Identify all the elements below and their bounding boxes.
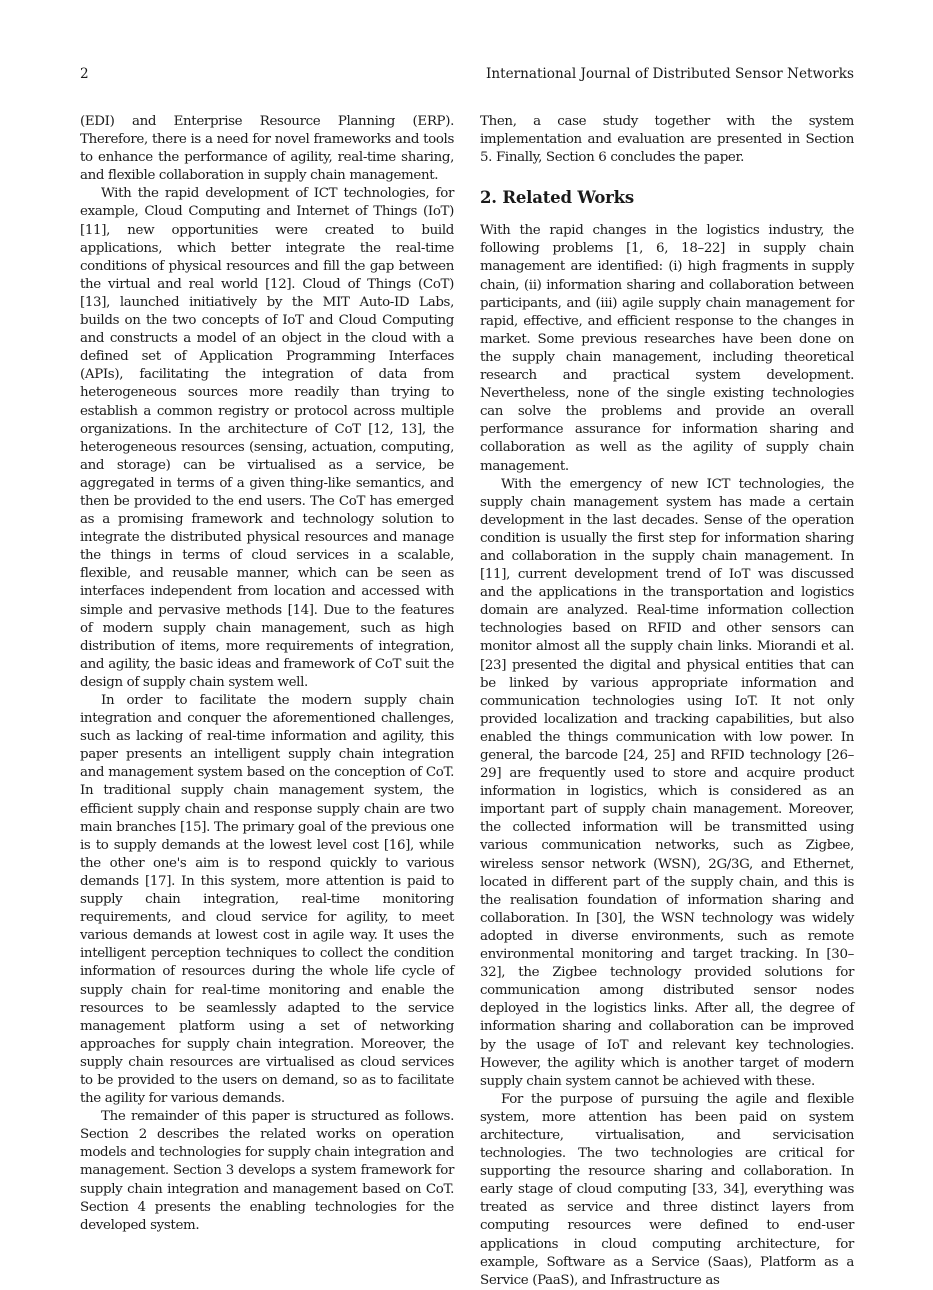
paragraph: With the rapid development of ICT technologies, for example, Cloud Computing and Internet of Things (IoT) [11], new opportunities were created to build applications, which better integrate the real-time conditions of physical resources and fill the gap between the virtual and real world [12]. Cloud of Things (CoT) [13], launched initiatively by the MIT Auto-ID Labs, builds on the two concepts of IoT and Cloud Computing and constructs a model of an object in the cloud with a defined set of Application Programming Interfaces (APIs), facilitating the integration of data from heterogeneous sources more readily than trying to establish a common registry or protocol across multiple organizations. In the architecture of CoT [12, 13], the heterogeneous resources (sensing, actuation, computing, and storage) can be virtualised as a service, be aggregated in terms of a given thing-like semantics, and then be provided to the end users. The CoT has emerged as a promising framework and technology solution to integrate the distributed physical resources and manage the things in terms of cloud services in a scalable, flexible, and reusable manner, which can be seen as interfaces independent from location and accessed with simple and pervasive methods [14]. Due to the features of modern supply chain management, such as high distribution of items, more requirements of integration, and agility, the basic ideas and framework of CoT suit the design of supply chain system well. [80, 186, 454, 690]
paragraph: For the purpose of pursuing the agile and flexible system, more attention has been paid on system architecture, virtualisation, and servicisation technologies. The two technologies are critical for supporting the resource sharing and collaboration. In early stage of cloud computing [33, 34], everything was treated as service and three distinct layers from computing resources were defined to end-user applications in cloud computing architecture, for example, Software as a Service (Saas), Platform as a Service (PaaS), and Infrastructure as [480, 1091, 854, 1288]
right-column [480, 113, 854, 1290]
section-heading: 2. Related Works [480, 188, 634, 208]
paragraph: In order to facilitate the modern supply chain integration and conquer the aforementioned challenges, such as lacking of real-time information and agility, this paper presents an intelligent supply chain integration and management system based on the conception of CoT. In traditional supply chain management system, the efficient supply chain and response supply chain are two main branches [15]. The primary goal of the previous one is to supply demands at the lowest level cost [16], while the other one's aim is to respond quickly to various demands [17]. In this system, more attention is paid to supply chain integration, real-time monitoring requirements, and cloud service for agility, to meet various demands at lowest cost in agile way. It uses the intelligent perception techniques to collect the condition information of resources during the whole life cycle of supply chain for real-time monitoring and enable the resources to be seamlessly adapted to the service management platform using a set of networking approaches for supply chain integration. Moreover, the supply chain resources are virtualised as cloud services to be provided to the users on demand, so as to facilitate the agility for various demands. [80, 693, 454, 1107]
paragraph: Then, a case study together with the system implementation and evaluation are presented in Section 5. Finally, Section 6 concludes the paper. [480, 114, 854, 166]
paragraph: With the rapid changes in the logistics industry, the following problems [1, 6, 18–22] in supply chain management are identified: (i) high fragments in supply chain, (ii) information sharing and collaboration between participants, and (iii) agile supply chain management for rapid, effective, and efficient response to the changes in market. Some previous researches have been done on the supply chain management, including theoretical research and practical system development. Nevertheless, none of the single existing technologies can solve the problems and provide an overall performance assurance for information sharing and collaboration as well as the agility of supply chain management. [480, 223, 854, 474]
journal-title: International Journal of Distributed Sensor Networks [485, 66, 854, 82]
left-column [80, 113, 454, 1235]
paragraph: The remainder of this paper is structured as follows. Section 2 describes the related works on operation models and technologies for supply chain integration and management. Section 3 develops a system framework for supply chain integration and management based on CoT. Section 4 presents the enabling technologies for the developed system. [80, 1109, 454, 1233]
paragraph: (EDI) and Enterprise Resource Planning (ERP). Therefore, there is a need for novel frameworks and tools to enhance the performance of agility, real-time sharing, and flexible collaboration in supply chain management. [80, 114, 454, 184]
paragraph: With the emergency of new ICT technologies, the supply chain management system has made a certain development in the last decades. Sense of the operation condition is usually the first step for information sharing and collaboration in the supply chain management. In [11], current development trend of IoT was discussed and the applications in the transportation and logistics domain are analyzed. Real-time information collection technologies based on RFID and other sensors can monitor almost all the supply chain links. Miorandi et al. [23] presented the digital and physical entities that can be linked by various appropriate information and communication technologies using IoT. It not only provided localization and tracking capabilities, but also enabled the things communication with low power. In general, the barcode [24, 25] and RFID technology [26–29] are frequently used to store and acquire product information in logistics, which is considered as an important part of supply chain management. Moreover, the collected information will be transmitted using various communication networks, such as Zigbee, wireless sensor network (WSN), 2G/3G, and Ethernet, located in different part of the supply chain, and this is the realisation foundation of information sharing and collaboration. In [30], the WSN technology was widely adopted in diverse environments, such as remote environmental monitoring and target tracking. In [30–32], the Zigbee technology provided solutions for communication among distributed sensor nodes deployed in the logistics links. After all, the degree of information sharing and collaboration can be improved by the usage of IoT and relevant key technologies. However, the agility which is another target of modern supply chain system cannot be achieved with these. [480, 476, 854, 1089]
page-number: 2 [80, 66, 89, 82]
running-header [80, 66, 854, 86]
